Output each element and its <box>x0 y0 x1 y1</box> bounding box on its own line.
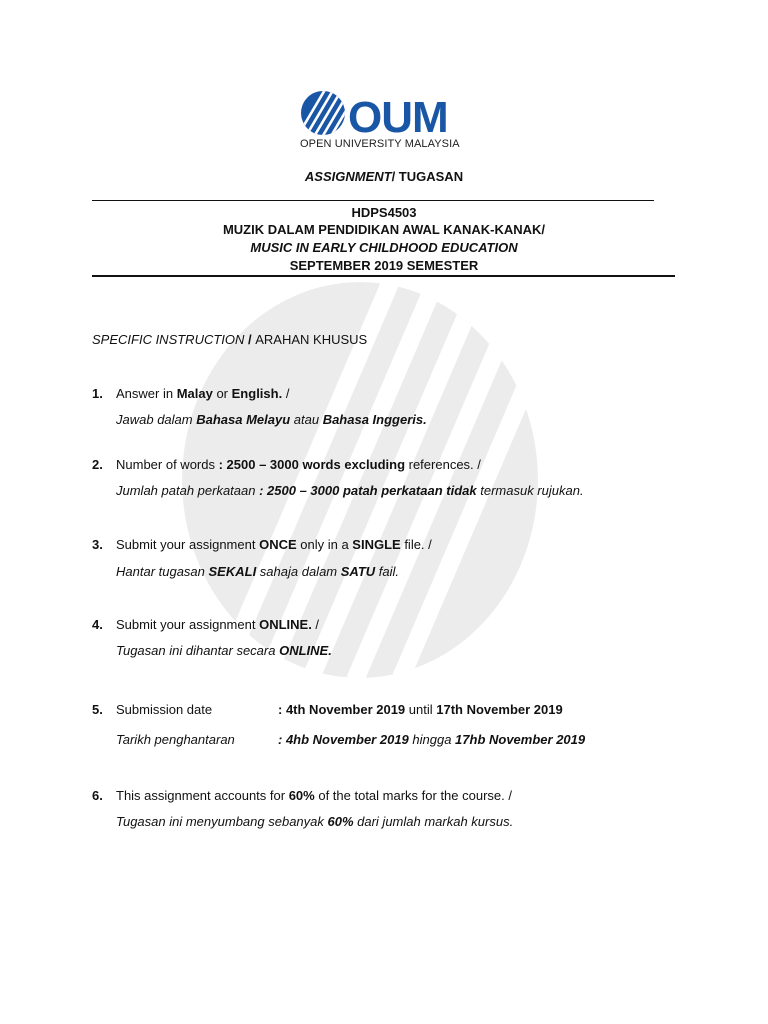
tarikh-value: : 4hb November 2019 hingga 17hb November 2019 <box>278 732 586 747</box>
logo-university-name: OPEN UNIVERSITY MALAYSIA <box>300 138 460 150</box>
specific-instruction-heading: SPECIFIC INSTRUCTION / ARAHAN KHUSUS <box>92 332 368 347</box>
item-number: 5. <box>92 702 103 717</box>
item-number: 6. <box>92 788 103 803</box>
item-number: 4. <box>92 617 103 632</box>
semester: SEPTEMBER 2019 SEMESTER <box>289 258 479 273</box>
submission-date-label: Submission date <box>116 702 213 717</box>
item-4-en: Submit your assignment ONLINE. / <box>116 617 320 632</box>
item-4-ms: Tugasan ini dihantar secara ONLINE. <box>116 643 332 658</box>
item-3-en: Submit your assignment ONCE only in a SINGLE file. / <box>116 537 432 552</box>
course-title-en: MUSIC IN EARLY CHILDHOOD EDUCATION <box>250 240 518 255</box>
item-1-ms: Jawab dalam Bahasa Melayu atau Bahasa Inggeris. <box>116 412 427 427</box>
logo-brand-text: OUM <box>348 93 448 142</box>
submission-date-value: : 4th November 2019 until 17th November 2019 <box>278 702 563 717</box>
assignment-title: ASSIGNMENT/ TUGASAN <box>304 169 464 184</box>
item-1-en: Answer in Malay or English. / <box>116 386 290 401</box>
course-title-ms: MUZIK DALAM PENDIDIKAN AWAL KANAK-KANAK/ <box>222 222 546 237</box>
course-code: HDPS4503 <box>351 205 417 220</box>
item-2-en: Number of words : 2500 – 3000 words excluding references. / <box>116 457 481 472</box>
item-6-ms: Tugasan ini menyumbang sebanyak 60% dari jumlah markah kursus. <box>116 814 514 829</box>
item-number: 3. <box>92 537 103 552</box>
item-3-ms: Hantar tugasan SEKALI sahaja dalam SATU fail. <box>116 564 400 579</box>
item-2-ms: Jumlah patah perkataan : 2500 – 3000 patah perkataan tidak termasuk rujukan. <box>116 483 584 498</box>
tarikh-label: Tarikh penghantaran <box>116 732 235 747</box>
divider-top <box>92 200 654 201</box>
item-number: 2. <box>92 457 103 472</box>
item-6-en: This assignment accounts for 60% of the total marks for the course. / <box>116 788 512 803</box>
divider-bottom <box>92 275 675 277</box>
item-number: 1. <box>92 386 103 401</box>
